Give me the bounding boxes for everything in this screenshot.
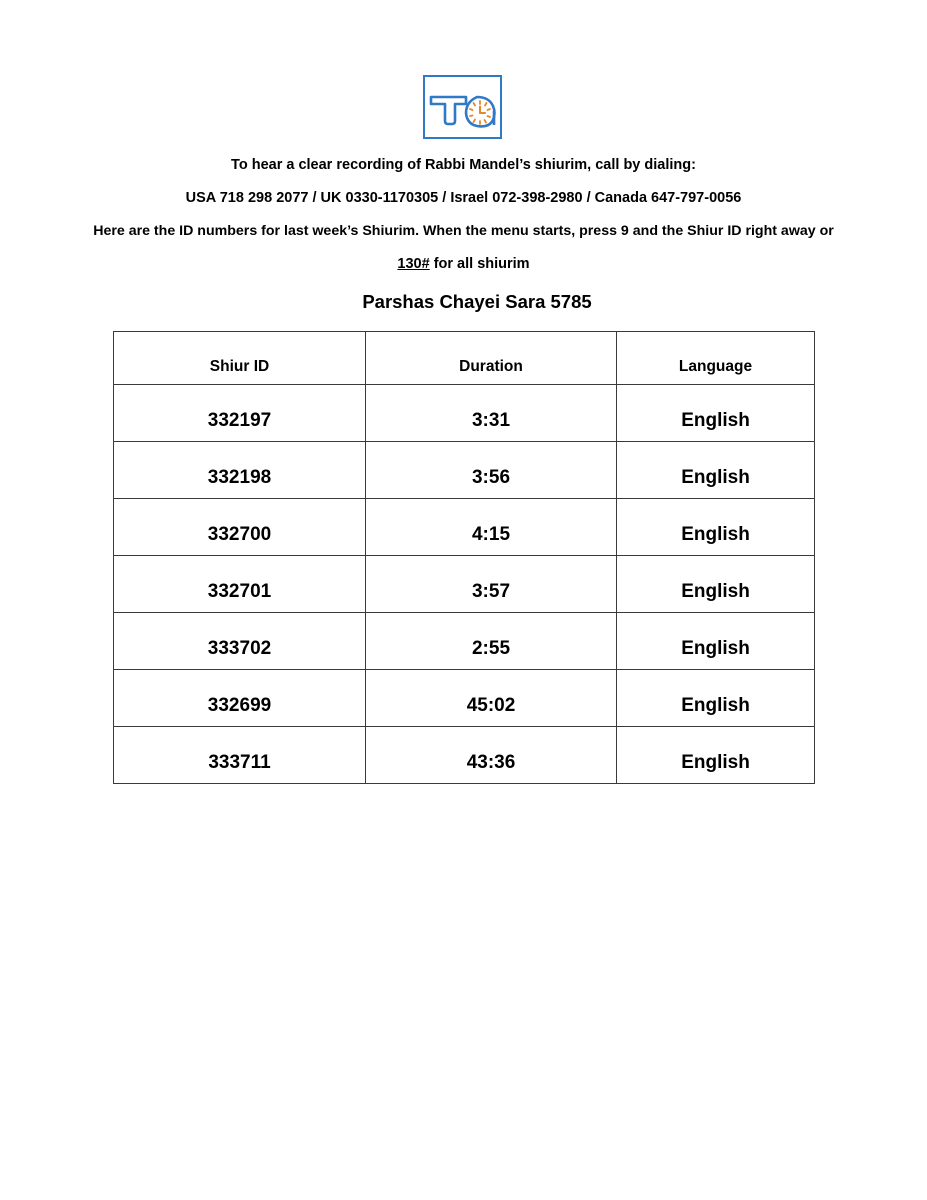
all-shiurim-text: for all shiurim — [429, 256, 530, 272]
header-shiur-id: Shiur ID — [114, 332, 366, 385]
duration-cell: 2:55 — [366, 613, 617, 670]
table-row — [114, 727, 815, 784]
language-cell: English — [617, 613, 815, 670]
duration-cell: 43:36 — [366, 727, 617, 784]
dial-instructions: To hear a clear recording of Rabbi Mandel’s shiurim, call by dialing: — [231, 157, 696, 173]
parsha-title: Parshas Chayei Sara 5785 — [362, 291, 592, 312]
language-cell: English — [617, 670, 815, 727]
all-shiurim-line — [0, 255, 927, 273]
phone-numbers: USA 718 298 2077 / UK 0330-1170305 / Israel 072-398-2980 / Canada 647-797-0056 — [185, 190, 742, 206]
shiur-id-cell: 332699 — [114, 670, 366, 727]
shiur-id-cell: 332700 — [114, 499, 366, 556]
shiur-id-cell: 333702 — [114, 613, 366, 670]
table-row — [114, 613, 815, 670]
table-row — [114, 499, 815, 556]
language-cell: English — [617, 556, 815, 613]
language-cell: English — [617, 499, 815, 556]
id-instructions: Here are the ID numbers for last week’s Shiurim. When the menu starts, press 9 and the Shiur ID right away or — [93, 223, 834, 239]
shiur-id-cell: 332198 — [114, 442, 366, 499]
duration-cell: 3:57 — [366, 556, 617, 613]
shiur-id-cell: 332197 — [114, 385, 366, 442]
language-cell: English — [617, 385, 815, 442]
duration-cell: 4:15 — [366, 499, 617, 556]
language-cell: English — [617, 442, 815, 499]
shiur-id-cell: 332701 — [114, 556, 366, 613]
duration-cell: 45:02 — [366, 670, 617, 727]
duration-cell: 3:31 — [366, 385, 617, 442]
header-language: Language — [617, 332, 815, 385]
all-shiurim-code: 130# — [397, 256, 430, 272]
duration-cell: 3:56 — [366, 442, 617, 499]
header-duration: Duration — [366, 332, 617, 385]
table-row — [114, 556, 815, 613]
ta-clock-logo-icon — [425, 77, 500, 137]
ta-logo — [423, 75, 502, 139]
shiur-id-cell: 333711 — [114, 727, 366, 784]
table-row — [114, 385, 815, 442]
shiurim-table — [113, 331, 815, 784]
table-row — [114, 442, 815, 499]
table-header-row — [114, 332, 815, 385]
language-cell: English — [617, 727, 815, 784]
table-row — [114, 670, 815, 727]
